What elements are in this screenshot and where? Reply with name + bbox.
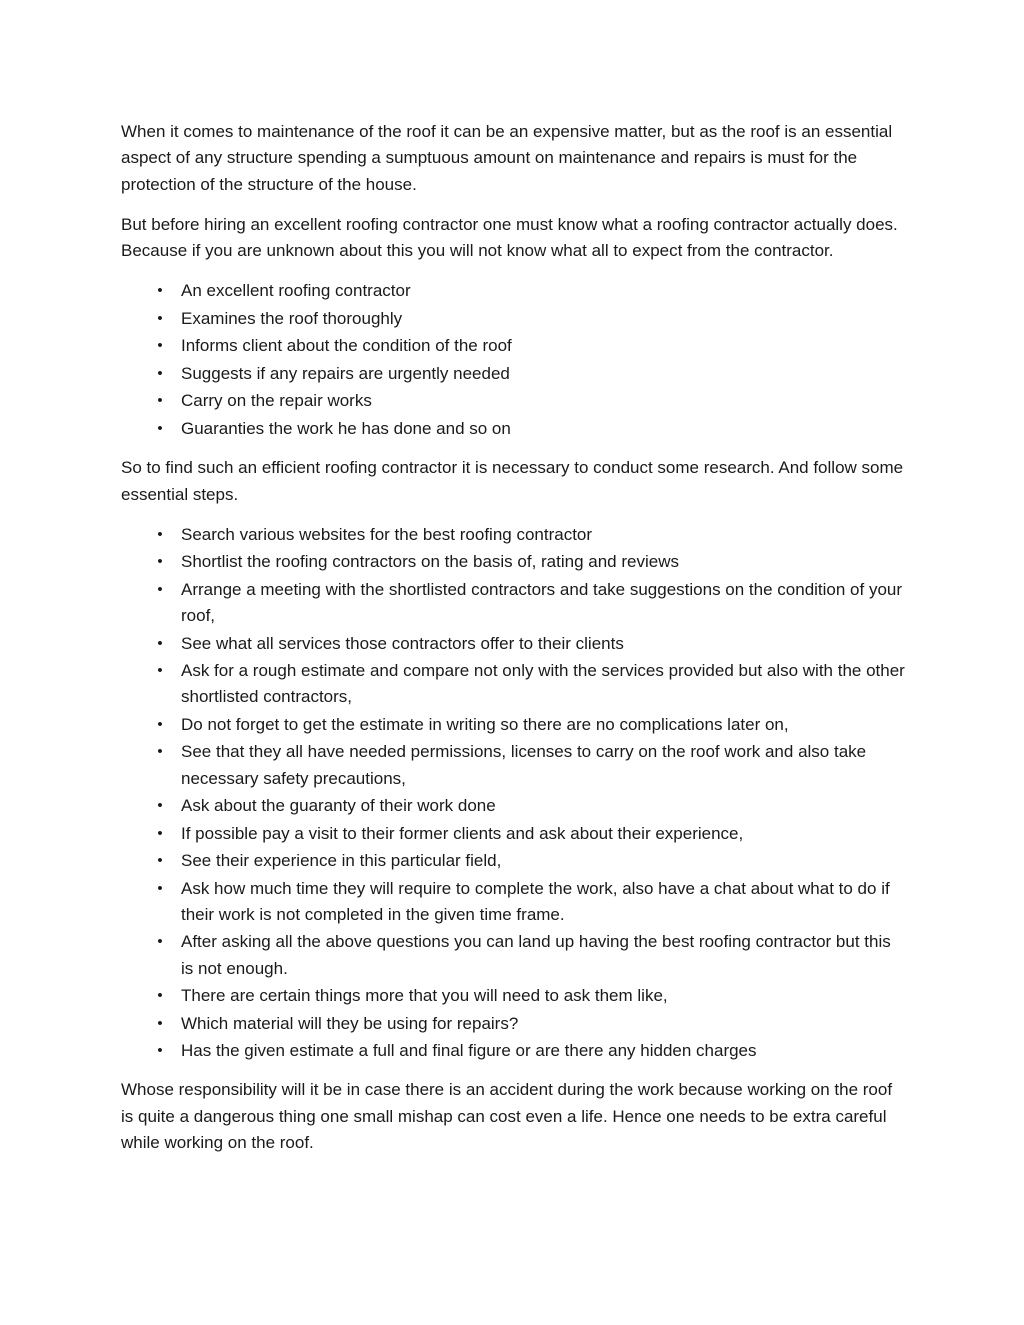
list-item-text: There are certain things more that you will need to ask them like, bbox=[181, 986, 668, 1006]
list-item bbox=[121, 549, 906, 575]
list-item bbox=[121, 522, 906, 548]
list-item bbox=[121, 361, 906, 387]
list-item-text: See their experience in this particular field, bbox=[181, 851, 502, 871]
list-item bbox=[121, 793, 906, 819]
list-item-text: Informs client about the condition of the roof bbox=[181, 336, 512, 356]
list-item-text: Ask how much time they will require to complete the work, also have a chat about what to do if their work is not completed in the given time frame. bbox=[181, 878, 890, 924]
list-item bbox=[121, 1011, 906, 1037]
before-hiring-paragraph: But before hiring an excellent roofing contractor one must know what a roofing contractor actually does. Because if you are unknown about this you will not know what all to expect from the contractor. bbox=[121, 214, 898, 261]
intro-paragraph: When it comes to maintenance of the roof it can be an expensive matter, but as the roof is an essential aspect of any structure spending a sumptuous amount on maintenance and repairs is must for the protection of the structure of the house. bbox=[121, 122, 893, 194]
list-item bbox=[121, 306, 906, 332]
steps-list bbox=[121, 522, 906, 1065]
bullet-icon: • bbox=[157, 1042, 163, 1060]
bullet-icon: • bbox=[157, 1014, 163, 1032]
closing-paragraph: Whose responsibility will it be in case there is an accident during the work because working on the roof is quite a dangerous thing one small mishap can cost even a life. Hence one needs to be extra careful while working on the roof. bbox=[121, 1080, 893, 1152]
list-item-text: Shortlist the roofing contractors on the basis of, rating and reviews bbox=[181, 552, 679, 572]
bullet-icon: • bbox=[157, 852, 163, 870]
list-item-text: Guaranties the work he has done and so on bbox=[181, 418, 511, 438]
list-item-text: Ask about the guaranty of their work done bbox=[181, 796, 496, 816]
research-paragraph: So to find such an efficient roofing contractor it is necessary to conduct some research. And follow some essential steps. bbox=[121, 458, 904, 504]
list-item bbox=[121, 631, 906, 657]
list-item bbox=[121, 658, 906, 711]
list-item bbox=[121, 739, 906, 792]
list-item-text: Has the given estimate a full and final figure or are there any hidden charges bbox=[181, 1041, 757, 1061]
bullet-icon: • bbox=[157, 662, 163, 680]
bullet-icon: • bbox=[157, 743, 163, 761]
list-item-text: An excellent roofing contractor bbox=[181, 281, 411, 301]
bullet-icon: • bbox=[157, 797, 163, 815]
bullet-icon: • bbox=[157, 634, 163, 652]
bullet-icon: • bbox=[157, 987, 163, 1005]
bullet-icon: • bbox=[157, 580, 163, 598]
bullet-icon: • bbox=[157, 553, 163, 571]
bullet-icon: • bbox=[157, 337, 163, 355]
bullet-icon: • bbox=[157, 715, 163, 733]
list-item bbox=[121, 876, 906, 929]
list-item-text: Which material will they be using for repairs? bbox=[181, 1013, 519, 1033]
bullet-icon: • bbox=[157, 879, 163, 897]
list-item-text: Examines the roof thoroughly bbox=[181, 308, 403, 328]
list-item-text: See that they all have needed permissions, licenses to carry on the roof work and also take necessary safety precautions, bbox=[181, 742, 867, 788]
list-item-text: Do not forget to get the estimate in writing so there are no complications later on, bbox=[181, 714, 789, 734]
list-item-text: Carry on the repair works bbox=[181, 391, 372, 411]
list-item bbox=[121, 416, 906, 442]
bullet-icon: • bbox=[157, 933, 163, 951]
list-item-text: See what all services those contractors offer to their clients bbox=[181, 633, 624, 653]
bullet-icon: • bbox=[157, 824, 163, 842]
list-item bbox=[121, 821, 906, 847]
list-item bbox=[121, 983, 906, 1009]
list-item-text: Search various websites for the best roofing contractor bbox=[181, 524, 593, 544]
list-item-text: Arrange a meeting with the shortlisted contractors and take suggestions on the condition of your roof, bbox=[181, 579, 903, 626]
bullet-icon: • bbox=[157, 525, 163, 543]
list-item bbox=[121, 278, 906, 304]
list-item bbox=[121, 388, 906, 414]
list-item bbox=[121, 712, 906, 738]
list-item-text: After asking all the above questions you can land up having the best roofing contractor but this is not enough. bbox=[181, 932, 891, 978]
list-item-text: Suggests if any repairs are urgently needed bbox=[181, 363, 510, 383]
list-item-text: Ask for a rough estimate and compare not only with the services provided but also with the other shortlisted contractors, bbox=[181, 661, 905, 707]
bullet-icon: • bbox=[157, 392, 163, 410]
list-item bbox=[121, 848, 906, 874]
bullet-icon: • bbox=[157, 309, 163, 327]
bullet-icon: • bbox=[157, 364, 163, 382]
list-item bbox=[121, 1038, 906, 1064]
list-item bbox=[121, 577, 906, 630]
list-item-text: If possible pay a visit to their former clients and ask about their experience, bbox=[181, 823, 744, 843]
list-item bbox=[121, 929, 906, 982]
list-item bbox=[121, 333, 906, 359]
contractor-duties-list bbox=[121, 278, 906, 442]
bullet-icon: • bbox=[157, 419, 163, 437]
document-page bbox=[121, 119, 906, 1170]
bullet-icon: • bbox=[157, 282, 163, 300]
